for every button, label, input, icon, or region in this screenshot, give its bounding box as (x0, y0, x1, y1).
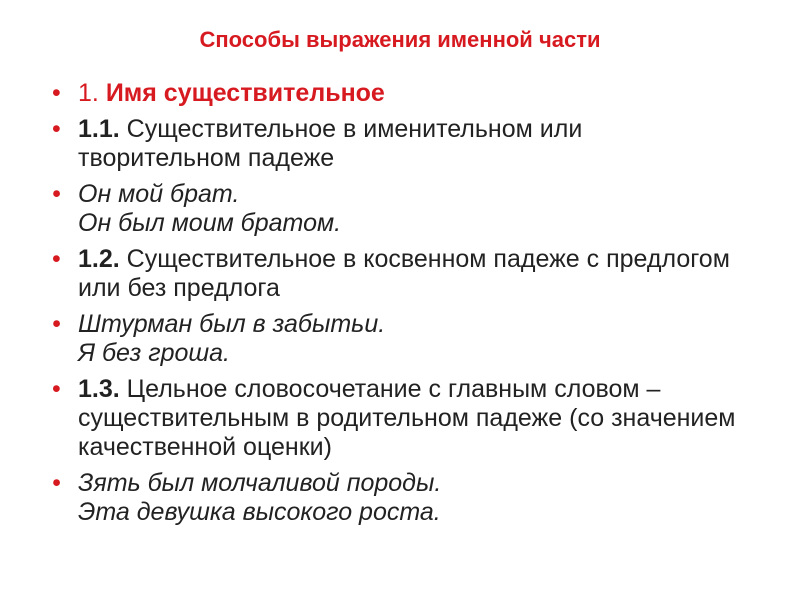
bullet-dot-icon: • (52, 375, 61, 403)
bullet-dot-icon: • (52, 310, 61, 338)
bullet-dot-icon: • (52, 469, 61, 497)
list-item (52, 79, 752, 108)
example-item (52, 469, 752, 527)
bullet-list (52, 79, 752, 534)
list-item (52, 115, 752, 173)
example-line: Эта девушка высокого роста. (78, 498, 441, 526)
bullet-dot-icon: • (52, 180, 61, 208)
item-number: 1.3. (78, 375, 120, 403)
example-line: Штурман был в забытьи. (78, 310, 386, 338)
item-number: 1. (78, 79, 99, 107)
example-line: Я без гроша. (78, 339, 230, 367)
bullet-dot-icon: • (52, 115, 61, 143)
list-item (52, 375, 752, 462)
bullet-dot-icon: • (52, 79, 61, 107)
slide-title: Способы выражения именной части (199, 27, 601, 52)
item-number: 1.1. (78, 115, 120, 143)
example-item (52, 310, 752, 368)
item-text: Существительное в косвенном падеже с предлогом или без предлога (78, 245, 730, 302)
example-line: Зять был молчаливой породы. (78, 469, 442, 497)
item-number: 1.2. (78, 245, 120, 273)
bullet-dot-icon: • (52, 245, 61, 273)
example-line: Он мой брат. (78, 180, 240, 208)
item-heading: Имя существительное (105, 79, 385, 107)
item-text: Цельное словосочетание с главным словом – существительным в родительном падеже (со значением качественной оценки) (78, 375, 736, 461)
list-item (52, 245, 752, 303)
example-line: Он был моим братом. (78, 209, 342, 237)
item-text: Существительное в именительном или творительном падеже (78, 115, 583, 172)
example-item (52, 180, 752, 238)
